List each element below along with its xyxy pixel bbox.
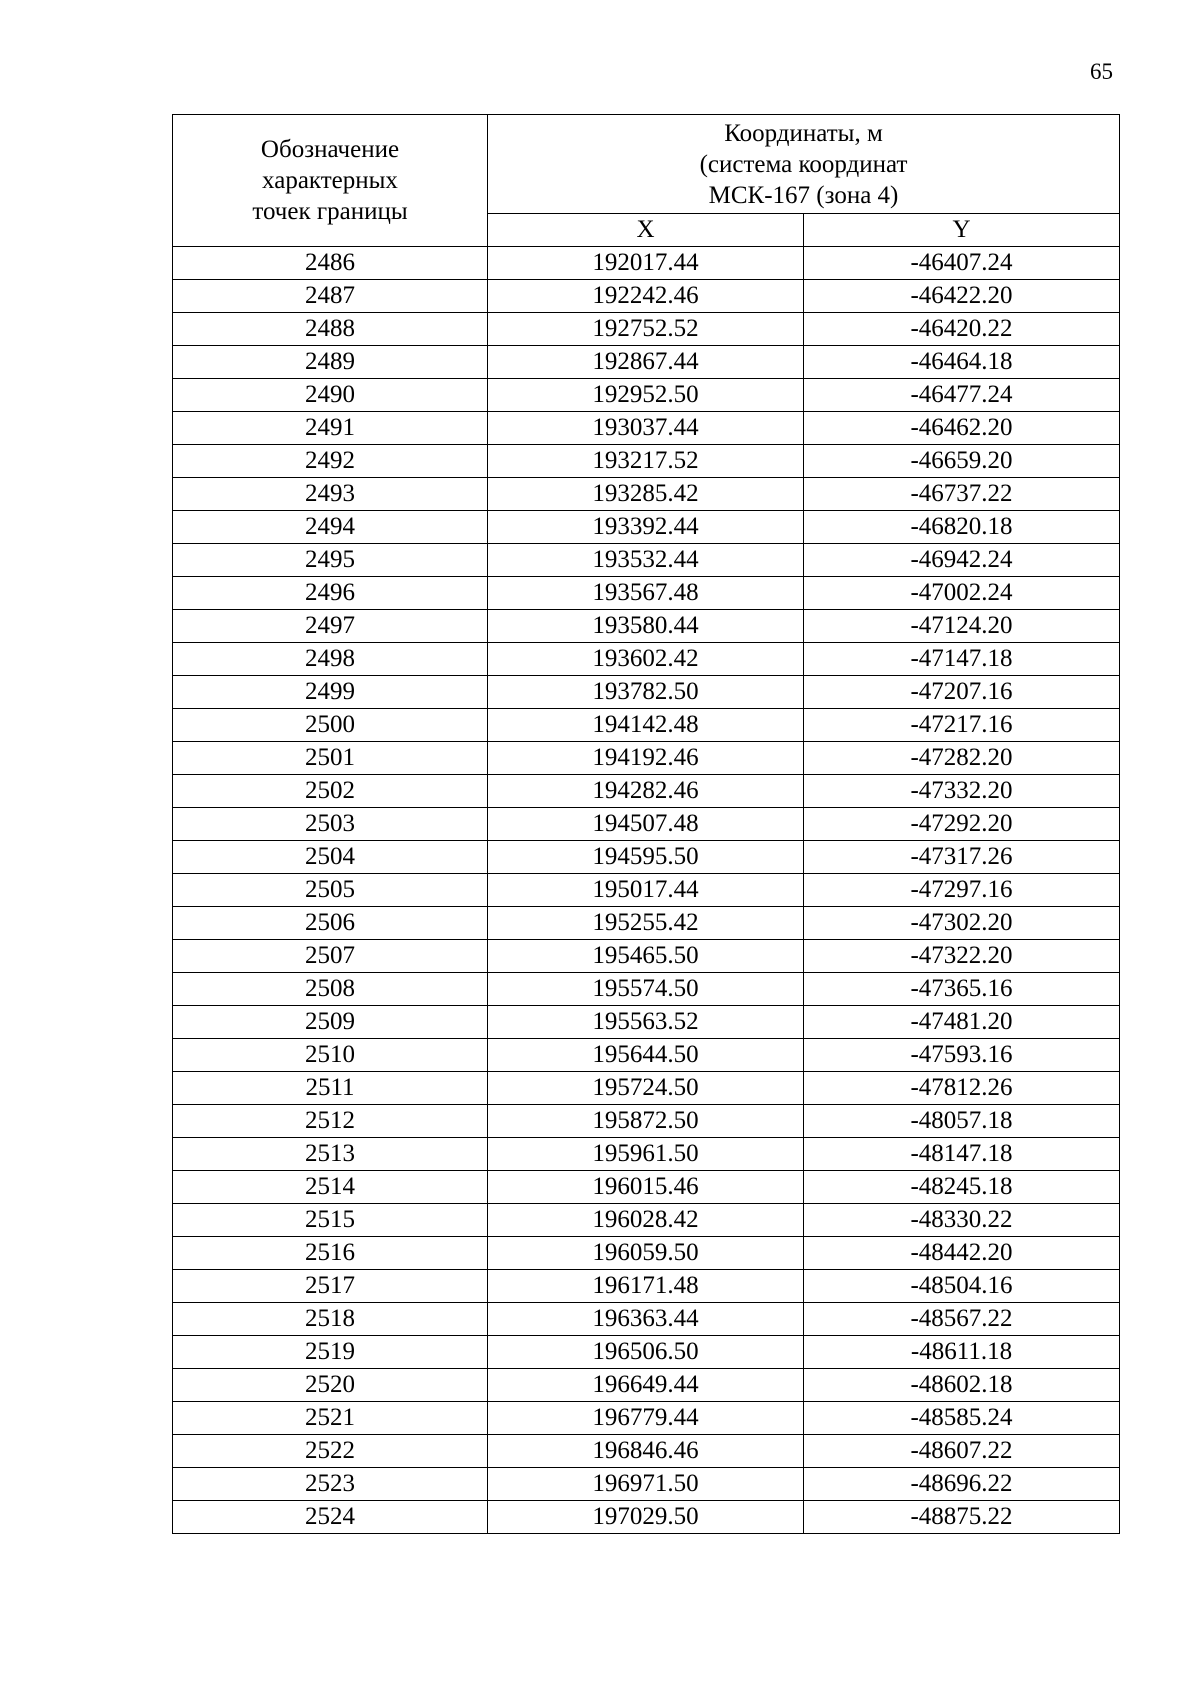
point-id-cell: 2516	[173, 1237, 488, 1270]
table-row	[173, 1204, 1120, 1237]
x-coordinate-cell: 195724.50	[488, 1072, 804, 1105]
x-coordinate-cell: 195644.50	[488, 1039, 804, 1072]
point-id-cell: 2492	[173, 445, 488, 478]
y-coordinate-cell: -46407.24	[804, 247, 1120, 280]
x-coordinate-cell: 194142.48	[488, 709, 804, 742]
x-coordinate-cell: 194192.46	[488, 742, 804, 775]
x-coordinate-cell: 193567.48	[488, 577, 804, 610]
x-coordinate-cell: 196649.44	[488, 1369, 804, 1402]
y-coordinate-cell: -46477.24	[804, 379, 1120, 412]
x-coordinate-cell: 195017.44	[488, 874, 804, 907]
y-coordinate-cell: -48442.20	[804, 1237, 1120, 1270]
table-row	[173, 1402, 1120, 1435]
point-id-cell: 2494	[173, 511, 488, 544]
x-coordinate-cell: 195563.52	[488, 1006, 804, 1039]
x-coordinate-cell: 192752.52	[488, 313, 804, 346]
table-row	[173, 379, 1120, 412]
header-points-line-1: Обозначение	[260, 136, 400, 163]
point-id-cell: 2521	[173, 1402, 488, 1435]
point-id-cell: 2517	[173, 1270, 488, 1303]
point-id-cell: 2519	[173, 1336, 488, 1369]
table-row	[173, 445, 1120, 478]
y-coordinate-cell: -47147.18	[804, 643, 1120, 676]
table-row	[173, 1336, 1120, 1369]
table-row	[173, 973, 1120, 1006]
table-body	[173, 247, 1120, 1534]
table-row	[173, 1303, 1120, 1336]
table-row	[173, 940, 1120, 973]
y-coordinate-cell: -48607.22	[804, 1435, 1120, 1468]
table-row	[173, 1138, 1120, 1171]
y-coordinate-cell: -46659.20	[804, 445, 1120, 478]
point-id-cell: 2507	[173, 940, 488, 973]
table-row	[173, 775, 1120, 808]
table-row	[173, 280, 1120, 313]
table-row	[173, 1072, 1120, 1105]
point-id-cell: 2486	[173, 247, 488, 280]
table-row	[173, 247, 1120, 280]
y-coordinate-cell: -47593.16	[804, 1039, 1120, 1072]
x-coordinate-cell: 196779.44	[488, 1402, 804, 1435]
header-x-cell: X	[488, 214, 804, 247]
page-number: 65	[1090, 59, 1113, 84]
y-coordinate-cell: -48504.16	[804, 1270, 1120, 1303]
table-row	[173, 709, 1120, 742]
table-header	[173, 115, 1120, 247]
table-row	[173, 610, 1120, 643]
table-row	[173, 1501, 1120, 1534]
x-coordinate-cell: 193580.44	[488, 610, 804, 643]
y-coordinate-cell: -48611.18	[804, 1336, 1120, 1369]
y-coordinate-cell: -47302.20	[804, 907, 1120, 940]
table-row	[173, 1171, 1120, 1204]
point-id-cell: 2522	[173, 1435, 488, 1468]
header-points-cell	[173, 115, 488, 247]
point-id-cell: 2513	[173, 1138, 488, 1171]
y-coordinate-cell: -48245.18	[804, 1171, 1120, 1204]
point-id-cell: 2489	[173, 346, 488, 379]
y-coordinate-cell: -47292.20	[804, 808, 1120, 841]
point-id-cell: 2504	[173, 841, 488, 874]
table-row	[173, 1006, 1120, 1039]
y-coordinate-cell: -48147.18	[804, 1138, 1120, 1171]
y-coordinate-cell: -48330.22	[804, 1204, 1120, 1237]
point-id-cell: 2498	[173, 643, 488, 676]
x-coordinate-cell: 195961.50	[488, 1138, 804, 1171]
table-row	[173, 412, 1120, 445]
y-coordinate-cell: -47282.20	[804, 742, 1120, 775]
point-id-cell: 2495	[173, 544, 488, 577]
point-id-cell: 2509	[173, 1006, 488, 1039]
table-row	[173, 643, 1120, 676]
point-id-cell: 2506	[173, 907, 488, 940]
x-coordinate-cell: 192952.50	[488, 379, 804, 412]
x-coordinate-cell: 193285.42	[488, 478, 804, 511]
table-row	[173, 841, 1120, 874]
table-row	[173, 1435, 1120, 1468]
point-id-cell: 2488	[173, 313, 488, 346]
point-id-cell: 2502	[173, 775, 488, 808]
point-id-cell: 2491	[173, 412, 488, 445]
point-id-cell: 2505	[173, 874, 488, 907]
coordinates-table	[172, 114, 1120, 1534]
point-id-cell: 2493	[173, 478, 488, 511]
x-coordinate-cell: 192867.44	[488, 346, 804, 379]
point-id-cell: 2514	[173, 1171, 488, 1204]
table-row	[173, 478, 1120, 511]
point-id-cell: 2510	[173, 1039, 488, 1072]
point-id-cell: 2524	[173, 1501, 488, 1534]
point-id-cell: 2515	[173, 1204, 488, 1237]
table-row	[173, 808, 1120, 841]
header-coords-line-1: Координаты, м	[724, 119, 883, 147]
point-id-cell: 2500	[173, 709, 488, 742]
table-row	[173, 1468, 1120, 1501]
point-id-cell: 2499	[173, 676, 488, 709]
x-coordinate-cell: 196971.50	[488, 1468, 804, 1501]
header-y-cell: Y	[804, 214, 1120, 247]
header-points-line-3: точек границы	[252, 198, 408, 225]
point-id-cell: 2508	[173, 973, 488, 1006]
header-coords-line-2: (система координат	[699, 150, 908, 178]
x-coordinate-cell: 193037.44	[488, 412, 804, 445]
y-coordinate-cell: -47481.20	[804, 1006, 1120, 1039]
table-row	[173, 1237, 1120, 1270]
table-row	[173, 1369, 1120, 1402]
x-coordinate-cell: 196363.44	[488, 1303, 804, 1336]
point-id-cell: 2490	[173, 379, 488, 412]
x-coordinate-cell: 192242.46	[488, 280, 804, 313]
table-row	[173, 742, 1120, 775]
y-coordinate-cell: -47317.26	[804, 841, 1120, 874]
x-coordinate-cell: 197029.50	[488, 1501, 804, 1534]
point-id-cell: 2497	[173, 610, 488, 643]
y-coordinate-cell: -47124.20	[804, 610, 1120, 643]
table-row	[173, 676, 1120, 709]
y-coordinate-cell: -48057.18	[804, 1105, 1120, 1138]
y-coordinate-cell: -47365.16	[804, 973, 1120, 1006]
x-coordinate-cell: 196846.46	[488, 1435, 804, 1468]
y-coordinate-cell: -46737.22	[804, 478, 1120, 511]
x-coordinate-cell: 196506.50	[488, 1336, 804, 1369]
table-row	[173, 907, 1120, 940]
x-coordinate-cell: 195574.50	[488, 973, 804, 1006]
point-id-cell: 2503	[173, 808, 488, 841]
x-coordinate-cell: 195465.50	[488, 940, 804, 973]
y-coordinate-cell: -46462.20	[804, 412, 1120, 445]
x-coordinate-cell: 192017.44	[488, 247, 804, 280]
y-coordinate-cell: -46820.18	[804, 511, 1120, 544]
table-row	[173, 577, 1120, 610]
x-coordinate-cell: 193602.42	[488, 643, 804, 676]
y-coordinate-cell: -47332.20	[804, 775, 1120, 808]
y-coordinate-cell: -48602.18	[804, 1369, 1120, 1402]
x-coordinate-cell: 193392.44	[488, 511, 804, 544]
x-coordinate-cell: 194595.50	[488, 841, 804, 874]
y-coordinate-cell: -46422.20	[804, 280, 1120, 313]
y-coordinate-cell: -47207.16	[804, 676, 1120, 709]
point-id-cell: 2496	[173, 577, 488, 610]
y-coordinate-cell: -47322.20	[804, 940, 1120, 973]
x-coordinate-cell: 195872.50	[488, 1105, 804, 1138]
point-id-cell: 2520	[173, 1369, 488, 1402]
point-id-cell: 2487	[173, 280, 488, 313]
x-coordinate-cell: 196028.42	[488, 1204, 804, 1237]
y-coordinate-cell: -47002.24	[804, 577, 1120, 610]
y-coordinate-cell: -48696.22	[804, 1468, 1120, 1501]
header-coords-cell	[488, 115, 1120, 214]
x-coordinate-cell: 194282.46	[488, 775, 804, 808]
y-coordinate-cell: -48567.22	[804, 1303, 1120, 1336]
y-coordinate-cell: -46942.24	[804, 544, 1120, 577]
x-coordinate-cell: 195255.42	[488, 907, 804, 940]
table-row	[173, 544, 1120, 577]
table-row	[173, 313, 1120, 346]
y-coordinate-cell: -47217.16	[804, 709, 1120, 742]
table-row	[173, 346, 1120, 379]
table-row	[173, 511, 1120, 544]
x-coordinate-cell: 196171.48	[488, 1270, 804, 1303]
point-id-cell: 2523	[173, 1468, 488, 1501]
table-row	[173, 1270, 1120, 1303]
x-coordinate-cell: 193782.50	[488, 676, 804, 709]
point-id-cell: 2512	[173, 1105, 488, 1138]
x-coordinate-cell: 194507.48	[488, 808, 804, 841]
y-coordinate-cell: -48585.24	[804, 1402, 1120, 1435]
header-coords-line-3: МСК-167 (зона 4)	[708, 181, 899, 209]
y-coordinate-cell: -48875.22	[804, 1501, 1120, 1534]
point-id-cell: 2518	[173, 1303, 488, 1336]
point-id-cell: 2501	[173, 742, 488, 775]
y-coordinate-cell: -47297.16	[804, 874, 1120, 907]
y-coordinate-cell: -47812.26	[804, 1072, 1120, 1105]
table-row	[173, 1039, 1120, 1072]
x-coordinate-cell: 196015.46	[488, 1171, 804, 1204]
y-coordinate-cell: -46464.18	[804, 346, 1120, 379]
y-coordinate-cell: -46420.22	[804, 313, 1120, 346]
header-points-line-2: характерных	[262, 167, 398, 194]
x-coordinate-cell: 193217.52	[488, 445, 804, 478]
point-id-cell: 2511	[173, 1072, 488, 1105]
header-row-top	[173, 115, 1120, 214]
x-coordinate-cell: 196059.50	[488, 1237, 804, 1270]
table-row	[173, 1105, 1120, 1138]
x-coordinate-cell: 193532.44	[488, 544, 804, 577]
table-row	[173, 874, 1120, 907]
